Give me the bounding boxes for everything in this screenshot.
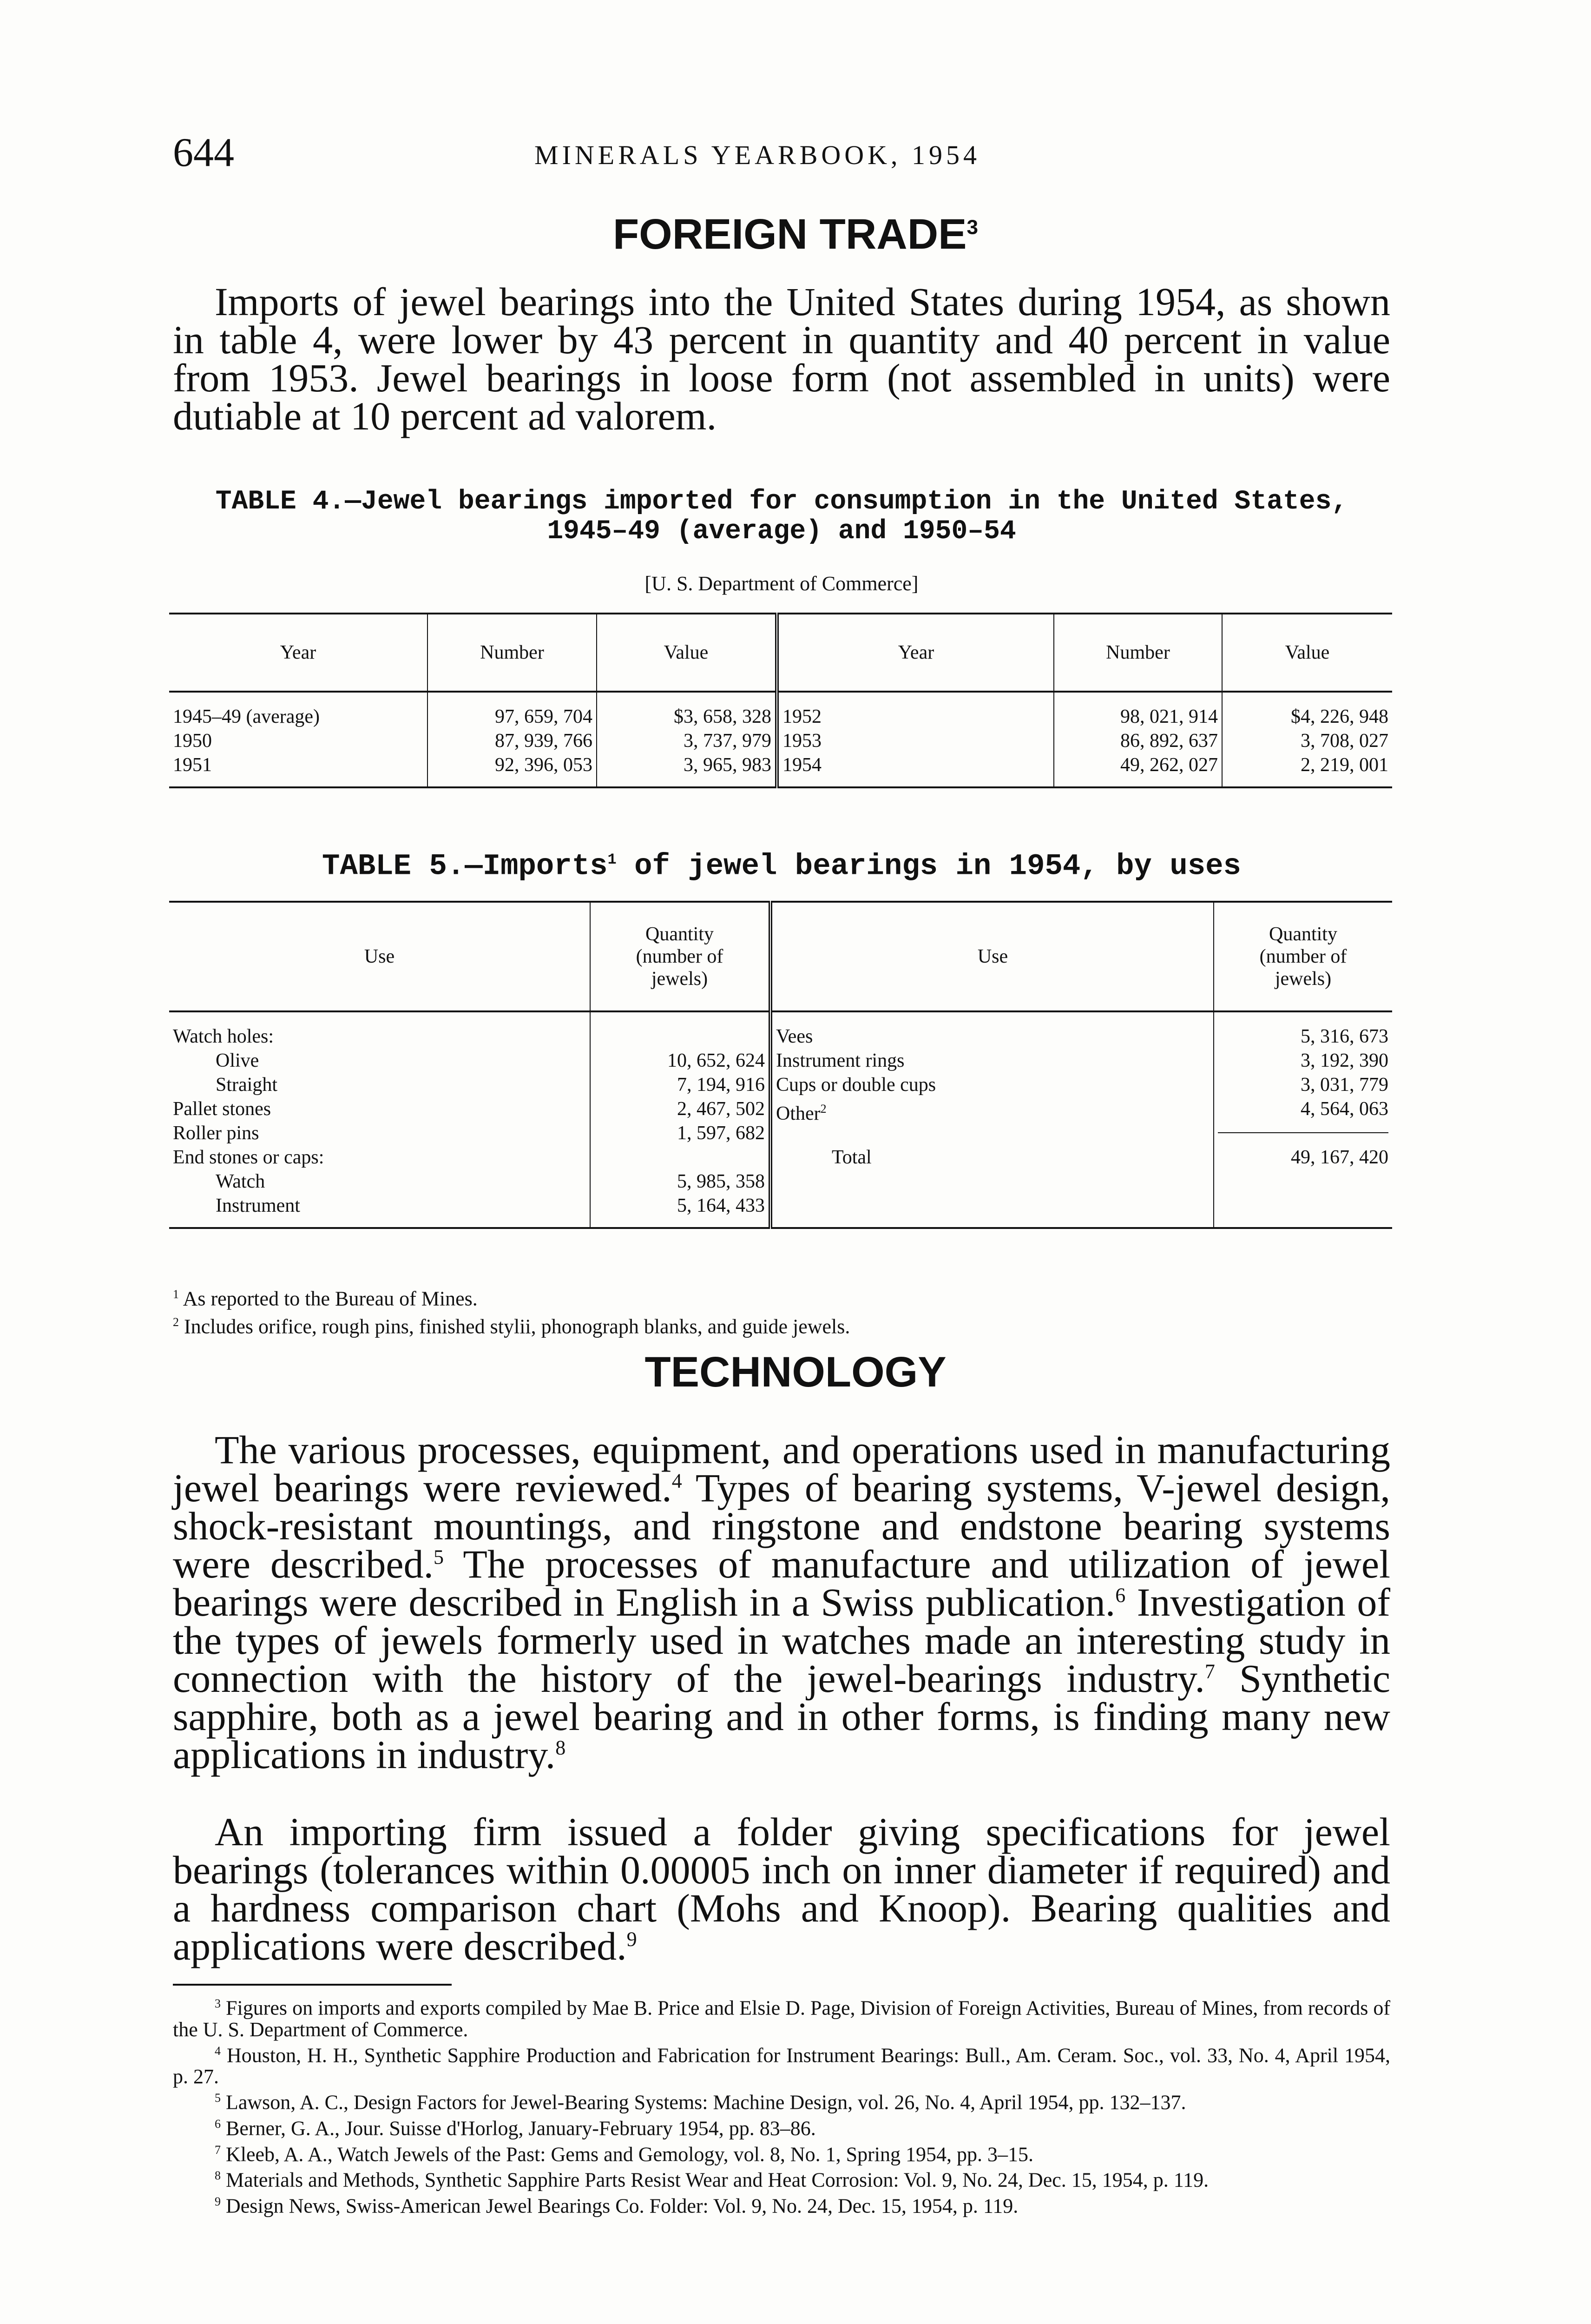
footnote-mark: 9: [215, 2194, 221, 2208]
footnote: [173, 2040, 1390, 2088]
page-number: 644: [173, 130, 234, 175]
t4-year-cell: 1953: [782, 730, 822, 752]
t5-col-use-2: Use: [770, 902, 1214, 1011]
t4-year-cell: 1951: [173, 754, 212, 776]
t5-qty-cell: 3, 031, 779: [1301, 1074, 1388, 1096]
footnote-text: Design News, Swiss-American Jewel Bearings Co. Folder: Vol. 9, No. 24, Dec. 15, 1954, p. 119.: [226, 2194, 1019, 2218]
t5-use-cell: Instrument rings: [776, 1050, 905, 1071]
footnote-mark: 3: [215, 1997, 221, 2010]
t5-qty-cell: 5, 316, 673: [1301, 1026, 1388, 1047]
t4-value-cell: 3, 965, 983: [684, 754, 771, 776]
page-footnotes: [173, 1993, 1390, 2217]
technology-heading: TECHNOLOGY: [644, 1348, 947, 1396]
t5-col-quantity-2: [1214, 902, 1392, 1011]
footnote-mark: 5: [215, 2091, 221, 2105]
t4-col-value-2: Value: [1222, 614, 1392, 692]
footnote-ref-6: 6: [1115, 1584, 1126, 1607]
t5-col-quantity: [590, 902, 770, 1011]
t4-col-year: Year: [169, 614, 427, 692]
t5-qty-cell: 5, 164, 433: [677, 1195, 765, 1216]
table5-caption-main: TABLE 5.—Imports: [322, 850, 608, 884]
t4-number-cell: 98, 021, 914: [1120, 706, 1218, 727]
t5-use-cell: Straight: [216, 1074, 277, 1096]
table4-body-row: [169, 692, 1392, 787]
t5-qty-cell: 1, 597, 682: [677, 1122, 765, 1144]
t5-qty-h1: Quantity: [1269, 924, 1337, 945]
footnote: [173, 2087, 1390, 2113]
t5-qty-h2: (number of: [636, 946, 723, 967]
footnote-ref-7: 7: [1204, 1660, 1215, 1683]
table4-caption-line1: TABLE 4.—Jewel bearings imported for consumption in the United States,: [215, 487, 1348, 517]
t5-total-value: 49, 167, 420: [1291, 1147, 1388, 1168]
footnote-ref-3: 3: [966, 216, 979, 239]
t4-value-cell: $4, 226, 948: [1291, 706, 1388, 727]
footnote-mark: 8: [215, 2169, 221, 2183]
table5-footnote-text: Includes orifice, rough pins, finished stylii, phonograph blanks, and guide jewels.: [184, 1315, 850, 1338]
t5-use-cell: Olive: [216, 1050, 259, 1071]
table4-caption-line2: 1945–49 (average) and 1950–54: [547, 516, 1016, 547]
t5-right-uses: [770, 1011, 1214, 1228]
running-title: MINERALS YEARBOOK, 1954: [534, 140, 981, 170]
t5-left-uses: [169, 1011, 590, 1228]
table5-footnote: [173, 1311, 1390, 1339]
tech-sentence: Types of bearing systems, V-jewel design, shock-resistant mountings, and ringstone and endstone bearing systems were described.: [173, 1466, 1390, 1586]
t5-use-cell-other: [776, 1097, 1210, 1121]
t5-qty-h3: jewels): [651, 968, 708, 990]
t4-value-cell: $3, 658, 328: [674, 706, 771, 727]
t4-number-cell: 86, 892, 637: [1120, 730, 1218, 752]
footnote-mark: 6: [215, 2117, 221, 2131]
footnote-text: Figures on imports and exports compiled by Mae B. Price and Elsie D. Page, Division of Foreign Activities, Bureau of Mines, from records of the U. S. Department of Commerce.: [173, 1996, 1391, 2041]
t5-qty-cell: 4, 564, 063: [1301, 1098, 1388, 1120]
t5-qty-cell: 7, 194, 916: [677, 1074, 765, 1096]
t4-number-cell: 97, 659, 704: [495, 706, 592, 727]
table5-caption-note: 1: [607, 851, 617, 868]
t4-col-number: Number: [427, 614, 597, 692]
t5-use-cell: Pallet stones: [173, 1098, 271, 1120]
footnote-ref-4: 4: [671, 1469, 682, 1492]
tech-sentence: The various processes, equipment, and operations used in manufacturing jewel bearings were reviewed.: [173, 1427, 1390, 1510]
t4-left-years: [169, 692, 427, 787]
t5-use-cell: Cups or double cups: [776, 1074, 936, 1096]
table4: [169, 613, 1392, 788]
footnote-text: Berner, G. A., Jour. Suisse d'Horlog, January-February 1954, pp. 83–86.: [226, 2117, 816, 2140]
t4-col-year-2: Year: [777, 614, 1054, 692]
t5-other-note: 2: [820, 1102, 827, 1116]
t5-qty-h3: jewels): [1275, 968, 1332, 990]
t5-qty-cell: [594, 1145, 765, 1169]
table4-header-row: [169, 614, 1392, 692]
t5-use-cell: Watch holes:: [173, 1026, 274, 1047]
footnote-mark: 4: [215, 2044, 221, 2058]
t5-qty-cell: 5, 985, 358: [677, 1171, 765, 1192]
t5-left-quantities: [590, 1011, 770, 1228]
tech-sentence: The processes of manufacture and utilization of jewel bearings were described in English in a Swiss publication.: [173, 1542, 1390, 1624]
t4-value-cell: 3, 737, 979: [684, 730, 771, 752]
t5-total-label: Total: [832, 1147, 872, 1168]
t4-year-cell: 1954: [782, 754, 822, 776]
t5-col-use: Use: [169, 902, 590, 1011]
table5-header-row: [169, 902, 1392, 1011]
tech-sentence: An importing firm issued a folder giving specifications for jewel bearings (tolerances within 0.00005 inch on inner diameter if required) and a hardness comparison chart (Mohs and Knoop). Bearing qualities and applications were described.: [173, 1809, 1390, 1968]
footnote-ref-9: 9: [626, 1928, 637, 1951]
t5-right-quantities: [1214, 1011, 1392, 1228]
t5-qty-cell: 3, 192, 390: [1301, 1050, 1388, 1071]
t4-year-cell: 1945–49 (average): [173, 706, 320, 727]
tech-sentence: Investigation of the types of jewels formerly used in watches made an interesting study in connection with the history of the jewel-bearings industry.: [173, 1580, 1390, 1701]
t5-use-cell: Watch: [216, 1171, 265, 1192]
foreign-trade-heading: [0, 210, 1591, 259]
footnote: [173, 2191, 1390, 2217]
t5-qty-cell: [594, 1024, 765, 1049]
footnote-text: Kleeb, A. A., Watch Jewels of the Past: Gems and Gemology, vol. 8, No. 1, Spring 1954, pp. 3–15.: [226, 2143, 1033, 2166]
t4-value-cell: 3, 708, 027: [1301, 730, 1388, 752]
t4-col-value: Value: [597, 614, 777, 692]
t4-left-numbers: [427, 692, 597, 787]
footnote: [173, 2139, 1390, 2166]
t4-year-cell: 1950: [173, 730, 212, 752]
table5-footnote-mark: 2: [173, 1315, 179, 1329]
t4-value-cell: 2, 219, 001: [1301, 754, 1388, 776]
t4-number-cell: 87, 939, 766: [495, 730, 592, 752]
t5-qty-cell: 10, 652, 624: [667, 1050, 765, 1071]
table5-footnote: [173, 1283, 1390, 1311]
footnote-text: Houston, H. H., Synthetic Sapphire Production and Fabrication for Instrument Bearings: Bull., Am. Ceram. Soc., vol. 33, No. 4, April 1954, p. 27.: [173, 2044, 1391, 2088]
t4-right-years: [777, 692, 1054, 787]
table4-source: [U. S. Department of Commerce]: [644, 572, 919, 595]
table5-footnote-text: As reported to the Bureau of Mines.: [183, 1287, 478, 1310]
t5-use-cell: Vees: [776, 1026, 813, 1047]
t5-qty-cell: 2, 467, 502: [677, 1098, 765, 1120]
table5-caption-rest: of jewel bearings in 1954, by uses: [634, 850, 1241, 884]
foreign-trade-title: FOREIGN TRADE: [612, 211, 967, 258]
footnote-mark: 7: [215, 2143, 221, 2157]
t5-qty-h1: Quantity: [645, 924, 714, 945]
table5: [169, 901, 1392, 1229]
t4-number-cell: 49, 262, 027: [1120, 754, 1218, 776]
t4-right-numbers: [1054, 692, 1222, 787]
table5-footnote-mark: 1: [173, 1287, 179, 1301]
t5-use-cell: Instrument: [216, 1195, 300, 1216]
footnote-text: Materials and Methods, Synthetic Sapphire Parts Resist Wear and Heat Corrosion: Vol. 9, No. 24, Dec. 15, 1954, p. 119.: [226, 2168, 1209, 2192]
table4-caption: [173, 487, 1390, 547]
table5-body-row: [169, 1011, 1392, 1228]
t4-right-values: [1222, 692, 1392, 787]
t5-use-cell: End stones or caps:: [173, 1147, 324, 1168]
footnote-ref-8: 8: [555, 1736, 566, 1759]
foreign-trade-paragraph: Imports of jewel bearings into the United States during 1954, as shown in table 4, were lower by 43 percent in quantity and 40 percent in value from 1953. Jewel bearings in loose form (not assembled in units) were dutiable at 10 percent ad valorem.: [173, 279, 1390, 438]
table5-footnotes: [173, 1283, 1390, 1338]
t5-qty-h2: (number of: [1259, 946, 1347, 967]
technology-paragraph-2: [173, 1809, 1390, 1968]
footnote-ref-5: 5: [434, 1545, 444, 1569]
t4-number-cell: 92, 396, 053: [495, 754, 592, 776]
table5-caption: [173, 845, 1390, 884]
technology-paragraph-1: [173, 1427, 1390, 1777]
t4-left-values: [597, 692, 777, 787]
t4-year-cell: 1952: [782, 706, 822, 727]
t5-use-other-label: Other: [776, 1103, 821, 1121]
t4-col-number-2: Number: [1054, 614, 1222, 692]
footnote: [173, 2113, 1390, 2139]
footnote: [173, 2165, 1390, 2191]
t5-use-cell: Roller pins: [173, 1122, 259, 1144]
footnote: [173, 1993, 1390, 2040]
footnote-text: Lawson, A. C., Design Factors for Jewel-Bearing Systems: Machine Design, vol. 26, No. 4, April 1954, pp. 132–137.: [226, 2091, 1186, 2114]
footnote-rule: [173, 1984, 452, 1986]
tech-sentence: Synthetic sapphire, both as a jewel bearing and in other forms, is finding many new applications in industry.: [173, 1656, 1390, 1777]
